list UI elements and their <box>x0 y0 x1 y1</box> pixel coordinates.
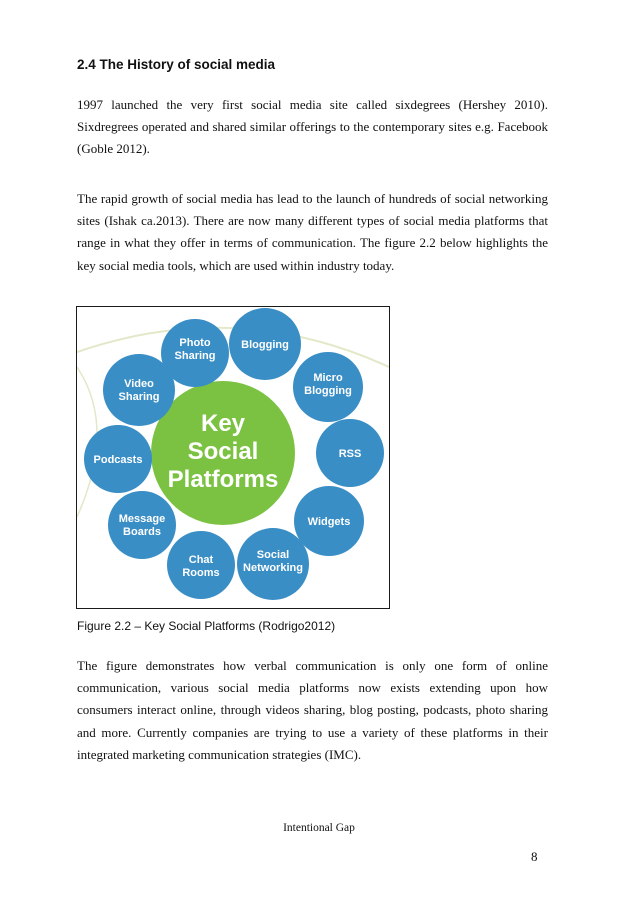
center-label-line1: Key <box>200 410 246 437</box>
node-podcasts <box>84 425 152 493</box>
footer-text: Intentional Gap <box>283 822 355 834</box>
node-label-line1: Podcasts <box>93 454 143 466</box>
platforms-diagram <box>77 307 389 608</box>
node-label-line1: Widgets <box>307 516 351 528</box>
node-label-line1: Social <box>256 549 290 561</box>
page-number: 8 <box>531 849 538 864</box>
node-blogging <box>229 308 301 380</box>
paragraph-figure-discussion: The figure demonstrates how verbal communication is only one form of online communication, various social media platforms now exists extending upon how consumers interact online, through videos sharing, blog posting, podcasts, photo sharing and more. Currently companies are trying to use a variety of these platforms in their integrated marketing communication strategies (IMC). <box>77 658 548 762</box>
node-circle <box>108 491 176 559</box>
node-label-line1: Micro <box>313 372 343 384</box>
center-label-line2: Social <box>187 438 259 465</box>
paragraph-growth: The rapid growth of social media has lead to the launch of hundreds of social networking sites (Ishak ca.2013). There are now many different types of social media platforms that range in what they offer in terms of communication. The figure 2.2 below highlights the key social media tools, which are used within industry today. <box>77 191 548 273</box>
node-label-line1: RSS <box>338 448 362 460</box>
node-rss <box>316 419 384 487</box>
node-label-line2: Boards <box>123 526 161 538</box>
section-heading: 2.4 The History of social media <box>77 57 276 72</box>
node-video-sharing <box>103 354 175 426</box>
node-chat-rooms <box>167 531 235 599</box>
node-label-line2: Blogging <box>304 385 352 397</box>
paragraph-history: 1997 launched the very first social media site called sixdegrees (Hershey 2010). Sixdregrees operated and shared similar offerings to the contemporary sites e.g. Facebook (Goble 2012). <box>77 97 548 157</box>
node-label-line1: Photo <box>179 337 211 349</box>
node-circle <box>103 354 175 426</box>
node-label-line1: Video <box>124 378 154 390</box>
node-label-line2: Sharing <box>174 350 216 362</box>
node-label-line2: Rooms <box>182 567 220 579</box>
node-social-networking <box>237 528 309 600</box>
node-micro-blogging <box>293 352 363 422</box>
node-label-line1: Message <box>118 513 166 525</box>
figure-caption: Figure 2.2 – Key Social Platforms (Rodrigo2012) <box>77 619 336 633</box>
node-message-boards <box>108 491 176 559</box>
node-label-line2: Sharing <box>118 391 160 403</box>
node-widgets <box>294 486 364 556</box>
center-label-line3: Platforms <box>167 466 279 493</box>
node-label-line1: Chat <box>188 554 214 566</box>
key-social-platforms-figure <box>76 306 390 609</box>
node-label-line2: Networking <box>243 562 303 574</box>
node-label-line1: Blogging <box>241 339 289 351</box>
